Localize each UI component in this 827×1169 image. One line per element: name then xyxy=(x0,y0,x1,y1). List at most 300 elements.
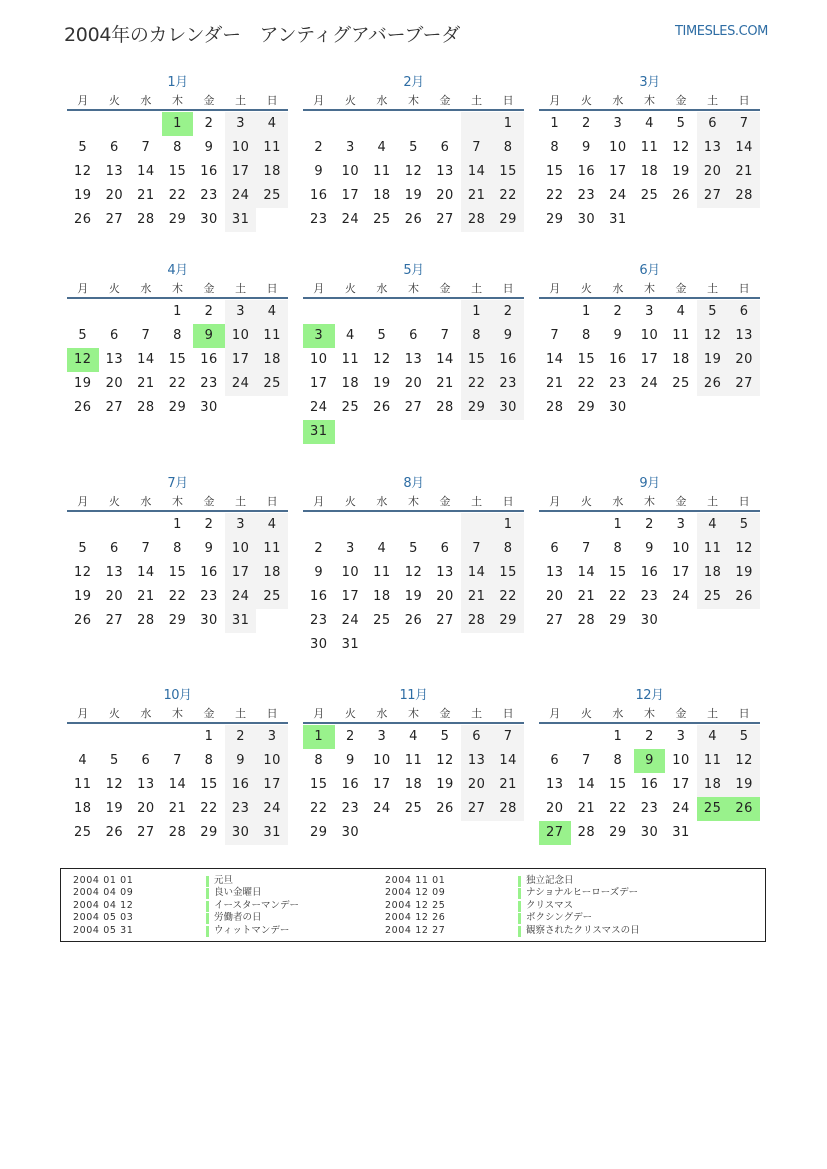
day-cell: 20 xyxy=(105,188,124,203)
day-cell: 5 xyxy=(109,753,119,768)
weekday-label: 木 xyxy=(643,282,655,295)
day-cell: 19 xyxy=(74,188,92,203)
weekday-label: 日 xyxy=(266,94,278,107)
day-cell: 2 xyxy=(492,300,524,324)
day-cell: 6 xyxy=(109,328,119,343)
day-cell: 27 xyxy=(461,797,493,821)
holiday-day-cell: 9 xyxy=(193,324,225,348)
legend-color-marker xyxy=(206,888,209,899)
day-cell: 21 xyxy=(137,188,155,203)
day-cell: 24 xyxy=(256,797,288,821)
day-cell: 13 xyxy=(436,164,454,179)
weekday-label: 月 xyxy=(313,495,325,508)
day-cell: 29 xyxy=(546,212,564,227)
empty-cell xyxy=(303,513,335,537)
day-cell: 17 xyxy=(225,160,257,184)
day-cell: 2 xyxy=(345,729,355,744)
weekday-label: 火 xyxy=(344,707,356,720)
day-cell: 5 xyxy=(377,328,387,343)
day-cell: 31 xyxy=(341,637,360,652)
weekday-label: 水 xyxy=(140,707,152,720)
day-cell: 10 xyxy=(640,328,659,343)
day-cell: 27 xyxy=(546,613,564,628)
empty-cell xyxy=(99,300,131,324)
day-cell: 27 xyxy=(105,400,124,415)
day-cell: 19 xyxy=(728,561,760,585)
holiday-day-cell: 31 xyxy=(303,420,335,444)
day-cell: 8 xyxy=(492,136,524,160)
empty-cell xyxy=(303,112,335,136)
day-cell: 28 xyxy=(436,400,454,415)
day-cell: 5 xyxy=(409,140,418,155)
empty-cell xyxy=(539,300,571,324)
weekday-header xyxy=(303,706,524,724)
day-cell: 28 xyxy=(461,609,493,633)
weekday-label: 水 xyxy=(612,94,624,107)
day-cell: 6 xyxy=(440,140,450,155)
day-cell: 7 xyxy=(141,140,151,155)
legend-date: 2004 11 01 xyxy=(385,875,446,886)
weekday-label: 火 xyxy=(580,282,592,295)
day-cell: 6 xyxy=(109,140,119,155)
day-cell: 15 xyxy=(168,565,187,580)
day-cell: 9 xyxy=(204,541,214,556)
day-cell: 8 xyxy=(492,537,524,561)
day-cell: 2 xyxy=(204,517,214,532)
holiday-day-cell: 1 xyxy=(303,725,335,749)
day-cell: 18 xyxy=(697,773,729,797)
weekday-label: 月 xyxy=(77,495,89,508)
day-cell: 29 xyxy=(492,609,524,633)
day-cell: 23 xyxy=(200,188,218,203)
day-cell: 28 xyxy=(492,797,524,821)
empty-cell xyxy=(67,513,99,537)
day-cell: 31 xyxy=(225,208,257,232)
day-cell: 11 xyxy=(256,537,288,561)
day-cell: 19 xyxy=(404,589,423,604)
day-cell: 2 xyxy=(581,116,591,131)
day-cell: 20 xyxy=(105,589,124,604)
day-cell: 20 xyxy=(546,801,564,816)
day-cell: 4 xyxy=(377,140,387,155)
day-cell: 3 xyxy=(225,513,257,537)
weekday-label: 土 xyxy=(707,282,719,295)
day-cell: 6 xyxy=(461,725,493,749)
day-cell: 4 xyxy=(645,116,654,131)
month-7 xyxy=(67,474,288,633)
day-cell: 24 xyxy=(341,613,360,628)
month-12 xyxy=(539,686,760,845)
day-cell: 11 xyxy=(256,136,288,160)
day-cell: 15 xyxy=(546,164,564,179)
day-cell: 14 xyxy=(436,352,454,367)
day-cell: 20 xyxy=(461,773,493,797)
weekday-label: 木 xyxy=(171,707,183,720)
weekday-header xyxy=(539,706,760,724)
day-cell: 12 xyxy=(404,164,423,179)
weekday-header xyxy=(539,494,760,512)
legend-color-marker xyxy=(206,901,209,912)
day-grid xyxy=(67,513,288,633)
day-cell: 5 xyxy=(728,725,760,749)
day-cell: 24 xyxy=(341,212,360,227)
day-cell: 27 xyxy=(404,400,423,415)
weekday-label: 日 xyxy=(502,707,514,720)
weekday-label: 金 xyxy=(439,707,451,720)
weekday-label: 木 xyxy=(407,282,419,295)
day-cell: 10 xyxy=(609,140,627,155)
weekday-label: 金 xyxy=(675,707,687,720)
holiday-legend xyxy=(60,868,766,942)
day-cell: 4 xyxy=(697,513,729,537)
legend-column-left xyxy=(73,875,300,937)
month-title: 11月 xyxy=(399,688,428,703)
day-cell: 12 xyxy=(728,749,760,773)
day-cell: 21 xyxy=(168,801,187,816)
legend-row xyxy=(73,875,234,887)
day-cell: 14 xyxy=(577,777,596,792)
day-cell: 29 xyxy=(492,208,524,232)
empty-cell xyxy=(67,300,99,324)
empty-cell xyxy=(366,513,398,537)
day-cell: 7 xyxy=(461,537,493,561)
empty-cell xyxy=(539,725,571,749)
day-cell: 28 xyxy=(577,825,596,840)
day-cell: 15 xyxy=(609,565,627,580)
day-cell: 19 xyxy=(373,376,391,391)
day-cell: 19 xyxy=(105,801,124,816)
month-title: 7月 xyxy=(167,476,188,491)
day-cell: 18 xyxy=(697,561,729,585)
day-cell: 8 xyxy=(173,328,182,343)
day-cell: 16 xyxy=(609,352,627,367)
day-cell: 24 xyxy=(225,585,257,609)
day-cell: 7 xyxy=(550,328,560,343)
day-grid xyxy=(67,725,288,845)
day-cell: 16 xyxy=(577,164,596,179)
legend-date: 2004 12 09 xyxy=(385,887,446,899)
day-cell: 3 xyxy=(613,116,623,131)
weekday-label: 火 xyxy=(344,495,356,508)
day-cell: 18 xyxy=(672,352,690,367)
legend-date: 2004 01 01 xyxy=(73,875,134,886)
weekday-label: 火 xyxy=(344,282,356,295)
weekday-label: 木 xyxy=(643,707,655,720)
day-cell: 11 xyxy=(672,328,690,343)
day-cell: 17 xyxy=(672,565,690,580)
weekday-header xyxy=(67,494,288,512)
month-title: 10月 xyxy=(163,688,192,703)
legend-holiday-name: 独立記念日 xyxy=(526,875,574,886)
legend-color-marker xyxy=(518,913,521,924)
day-cell: 30 xyxy=(225,821,257,845)
day-cell: 18 xyxy=(74,801,92,816)
day-cell: 19 xyxy=(728,773,760,797)
empty-cell xyxy=(398,300,430,324)
day-cell: 13 xyxy=(105,352,124,367)
day-cell: 12 xyxy=(672,140,690,155)
day-cell: 10 xyxy=(672,541,690,556)
header xyxy=(64,18,768,48)
empty-cell xyxy=(67,112,99,136)
day-cell: 23 xyxy=(341,801,360,816)
day-cell: 8 xyxy=(613,753,623,768)
day-cell: 3 xyxy=(225,300,257,324)
day-cell: 16 xyxy=(310,188,328,203)
weekday-label: 月 xyxy=(77,94,89,107)
day-grid xyxy=(303,300,524,444)
weekday-label: 日 xyxy=(738,282,750,295)
day-cell: 2 xyxy=(645,729,654,744)
day-cell: 4 xyxy=(256,300,288,324)
month-title: 6月 xyxy=(639,263,660,278)
day-cell: 29 xyxy=(168,212,187,227)
empty-cell xyxy=(130,513,162,537)
day-cell: 15 xyxy=(200,777,218,792)
day-cell: 23 xyxy=(492,372,524,396)
weekday-label: 火 xyxy=(580,94,592,107)
page-title: 2004年のカレンダー アンティグアバーブーダ xyxy=(64,24,460,46)
legend-date: 2004 12 26 xyxy=(385,912,446,924)
day-cell: 24 xyxy=(640,376,659,391)
day-cell: 20 xyxy=(137,801,155,816)
day-cell: 18 xyxy=(373,188,391,203)
weekday-label: 金 xyxy=(675,282,687,295)
day-cell: 5 xyxy=(78,541,88,556)
day-cell: 21 xyxy=(546,376,564,391)
weekday-label: 木 xyxy=(643,94,655,107)
day-cell: 12 xyxy=(74,164,92,179)
day-cell: 20 xyxy=(404,376,423,391)
day-cell: 14 xyxy=(137,164,155,179)
day-cell: 23 xyxy=(200,376,218,391)
legend-color-marker xyxy=(518,901,521,912)
month-10 xyxy=(67,686,288,845)
day-cell: 30 xyxy=(640,613,659,628)
weekday-header xyxy=(67,281,288,299)
day-cell: 29 xyxy=(461,396,493,420)
weekday-label: 土 xyxy=(235,707,247,720)
day-cell: 23 xyxy=(225,797,257,821)
empty-cell xyxy=(130,300,162,324)
day-cell: 27 xyxy=(436,613,454,628)
day-grid xyxy=(67,112,288,232)
day-cell: 9 xyxy=(645,541,654,556)
day-cell: 13 xyxy=(436,565,454,580)
day-cell: 19 xyxy=(672,164,690,179)
day-cell: 22 xyxy=(492,585,524,609)
empty-cell xyxy=(429,112,461,136)
site-logo[interactable]: TIMESLES.COM xyxy=(674,24,768,39)
day-cell: 8 xyxy=(204,753,214,768)
weekday-label: 金 xyxy=(439,94,451,107)
day-cell: 28 xyxy=(728,184,760,208)
day-cell: 10 xyxy=(373,753,391,768)
day-cell: 18 xyxy=(341,376,360,391)
empty-cell xyxy=(366,112,398,136)
day-cell: 20 xyxy=(546,589,564,604)
day-cell: 5 xyxy=(78,328,88,343)
day-cell: 15 xyxy=(168,352,187,367)
day-cell: 22 xyxy=(609,589,627,604)
day-cell: 17 xyxy=(672,777,690,792)
day-cell: 25 xyxy=(697,585,729,609)
day-cell: 22 xyxy=(577,376,596,391)
day-cell: 16 xyxy=(341,777,360,792)
day-cell: 6 xyxy=(697,112,729,136)
day-cell: 21 xyxy=(492,773,524,797)
day-cell: 18 xyxy=(640,164,659,179)
weekday-label: 土 xyxy=(471,94,483,107)
day-cell: 29 xyxy=(168,613,187,628)
day-cell: 18 xyxy=(373,589,391,604)
day-cell: 25 xyxy=(373,212,391,227)
day-cell: 26 xyxy=(74,400,92,415)
day-cell: 18 xyxy=(256,160,288,184)
day-cell: 16 xyxy=(640,777,659,792)
day-cell: 3 xyxy=(377,729,387,744)
day-cell: 14 xyxy=(728,136,760,160)
day-cell: 18 xyxy=(256,561,288,585)
day-cell: 11 xyxy=(373,565,391,580)
day-grid xyxy=(539,300,760,420)
weekday-label: 水 xyxy=(612,707,624,720)
empty-cell xyxy=(571,725,603,749)
weekday-label: 火 xyxy=(108,707,120,720)
weekday-header xyxy=(539,281,760,299)
day-cell: 11 xyxy=(74,777,92,792)
day-cell: 10 xyxy=(256,749,288,773)
weekday-label: 水 xyxy=(140,94,152,107)
empty-cell xyxy=(366,300,398,324)
weekday-header xyxy=(303,93,524,111)
day-cell: 13 xyxy=(404,352,423,367)
holiday-day-cell: 1 xyxy=(162,112,194,136)
day-cell: 23 xyxy=(640,801,659,816)
legend-date: 2004 04 09 xyxy=(73,887,134,899)
weekday-label: 土 xyxy=(707,707,719,720)
empty-cell xyxy=(429,513,461,537)
weekday-label: 日 xyxy=(502,94,514,107)
day-cell: 30 xyxy=(200,212,218,227)
day-cell: 18 xyxy=(404,777,423,792)
day-cell: 1 xyxy=(613,517,623,532)
legend-row xyxy=(385,875,574,887)
day-cell: 2 xyxy=(225,725,257,749)
day-cell: 30 xyxy=(640,825,659,840)
day-cell: 5 xyxy=(440,729,450,744)
day-cell: 16 xyxy=(225,773,257,797)
day-cell: 9 xyxy=(613,328,623,343)
day-cell: 30 xyxy=(341,825,360,840)
month-11 xyxy=(303,686,524,845)
day-cell: 26 xyxy=(728,585,760,609)
day-cell: 3 xyxy=(225,112,257,136)
weekday-label: 日 xyxy=(266,495,278,508)
empty-cell xyxy=(398,513,430,537)
day-cell: 21 xyxy=(461,585,493,609)
day-cell: 28 xyxy=(137,613,155,628)
weekday-label: 金 xyxy=(439,495,451,508)
day-cell: 30 xyxy=(577,212,596,227)
holiday-day-cell: 3 xyxy=(303,324,335,348)
weekday-label: 金 xyxy=(675,94,687,107)
weekday-label: 月 xyxy=(313,282,325,295)
day-cell: 13 xyxy=(137,777,155,792)
weekday-label: 月 xyxy=(313,94,325,107)
day-cell: 6 xyxy=(440,541,450,556)
day-cell: 12 xyxy=(373,352,391,367)
weekday-label: 土 xyxy=(707,94,719,107)
weekday-label: 木 xyxy=(171,282,183,295)
day-cell: 16 xyxy=(200,164,218,179)
weekday-label: 日 xyxy=(266,282,278,295)
day-cell: 6 xyxy=(109,541,119,556)
day-cell: 22 xyxy=(492,184,524,208)
weekday-label: 土 xyxy=(235,282,247,295)
day-cell: 31 xyxy=(672,825,690,840)
day-cell: 21 xyxy=(577,589,596,604)
day-grid xyxy=(303,725,524,845)
day-cell: 22 xyxy=(168,188,187,203)
weekday-label: 日 xyxy=(266,707,278,720)
day-cell: 20 xyxy=(436,188,454,203)
empty-cell xyxy=(461,513,493,537)
day-cell: 10 xyxy=(341,565,360,580)
day-cell: 19 xyxy=(697,348,729,372)
weekday-label: 火 xyxy=(108,495,120,508)
day-cell: 11 xyxy=(404,753,423,768)
day-cell: 14 xyxy=(461,160,493,184)
legend-color-marker xyxy=(206,876,209,887)
holiday-day-cell: 25 xyxy=(697,797,729,821)
legend-holiday-name: 良い金曜日 xyxy=(214,887,262,899)
weekday-label: 土 xyxy=(235,495,247,508)
day-cell: 10 xyxy=(225,324,257,348)
legend-holiday-name: ナショナルヒーローズデー xyxy=(526,887,639,899)
day-cell: 24 xyxy=(310,400,328,415)
day-cell: 12 xyxy=(404,565,423,580)
day-cell: 25 xyxy=(404,801,423,816)
day-cell: 26 xyxy=(404,613,423,628)
weekday-label: 土 xyxy=(235,94,247,107)
legend-date: 2004 12 25 xyxy=(385,899,446,911)
day-cell: 16 xyxy=(492,348,524,372)
legend-row xyxy=(73,924,290,937)
day-cell: 25 xyxy=(672,376,690,391)
day-cell: 8 xyxy=(581,328,591,343)
day-cell: 30 xyxy=(310,637,328,652)
weekday-label: 月 xyxy=(313,707,325,720)
day-cell: 7 xyxy=(461,136,493,160)
day-cell: 11 xyxy=(640,140,659,155)
legend-row xyxy=(73,912,262,924)
weekday-label: 金 xyxy=(203,495,215,508)
day-cell: 6 xyxy=(550,541,560,556)
empty-cell xyxy=(335,300,367,324)
day-grid xyxy=(539,725,760,845)
day-cell: 8 xyxy=(461,324,493,348)
day-cell: 2 xyxy=(314,140,324,155)
holiday-day-cell: 26 xyxy=(728,797,760,821)
day-cell: 27 xyxy=(436,212,454,227)
day-cell: 25 xyxy=(256,184,288,208)
day-cell: 5 xyxy=(78,140,88,155)
legend-holiday-name: 労働者の日 xyxy=(214,912,262,924)
weekday-label: 月 xyxy=(549,707,561,720)
day-cell: 2 xyxy=(613,304,623,319)
month-title: 9月 xyxy=(639,476,660,491)
